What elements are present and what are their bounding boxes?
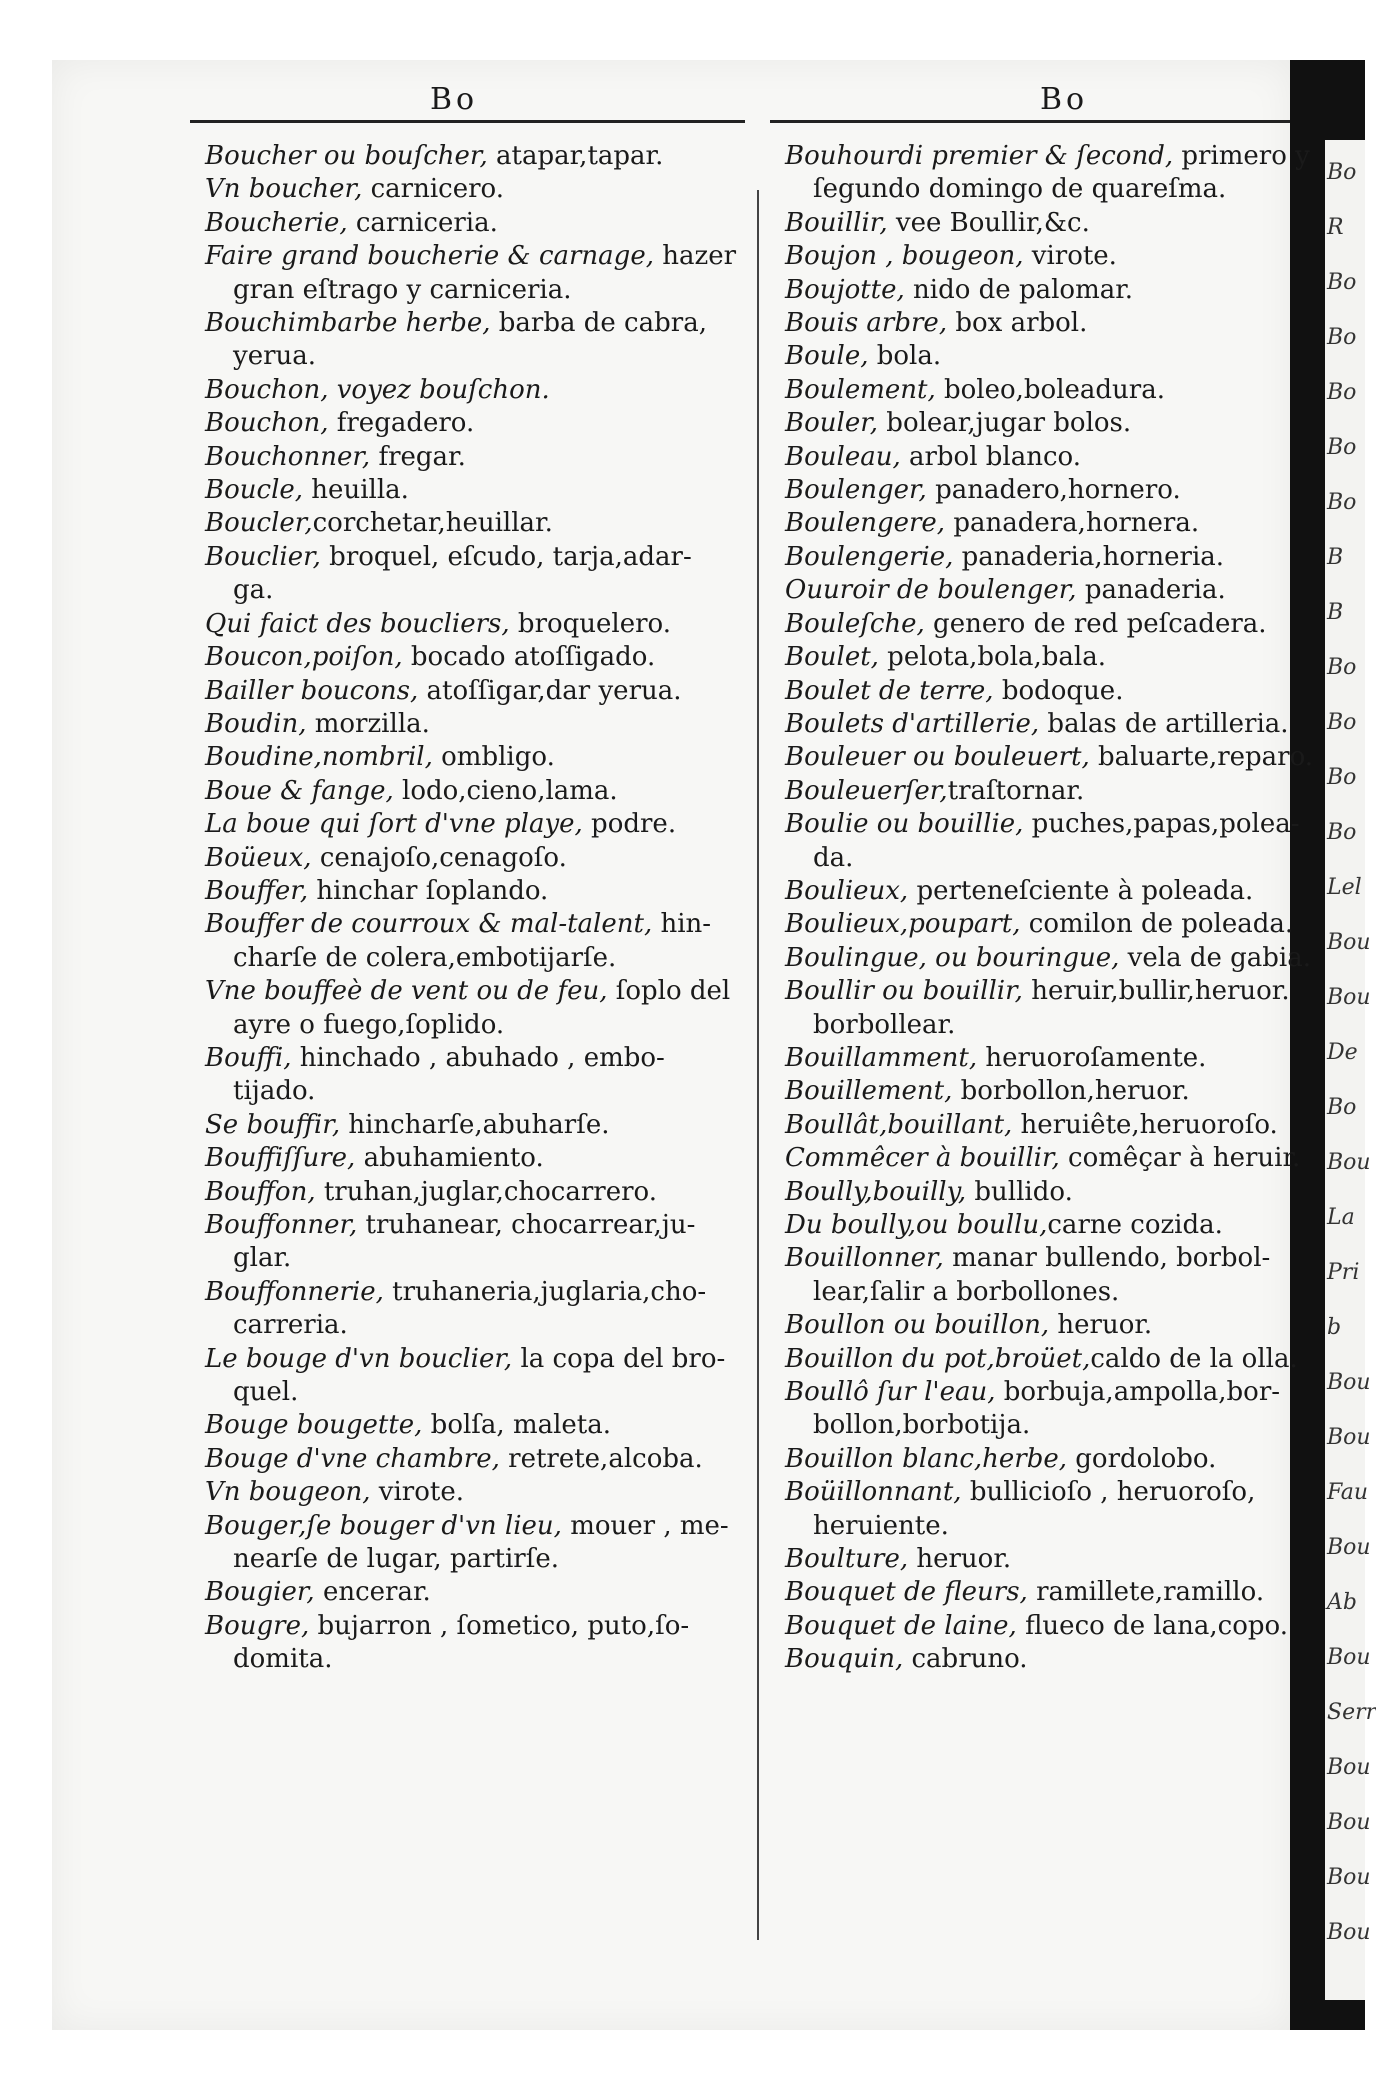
dictionary-entry	[205, 1510, 745, 1543]
entry-definition: ayre o fuego,ſoplido.	[233, 1009, 505, 1040]
dictionary-entry	[205, 1042, 745, 1075]
entry-definition: lodo,cieno,lama.	[393, 775, 618, 806]
next-page-fragment: Pri	[1327, 1260, 1360, 1285]
dictionary-entry	[785, 875, 1295, 908]
entry-headword: Bouffonnerie,	[205, 1276, 384, 1307]
entry-headword: Bouchon, voyez bouſchon.	[205, 374, 550, 405]
entry-headword: Ouuroir de boulenger,	[785, 575, 1077, 606]
dictionary-entry	[785, 1510, 1295, 1543]
entry-definition: nido de palomar.	[904, 274, 1134, 305]
dictionary-entry	[785, 507, 1295, 540]
entry-definition: bullido.	[966, 1176, 1073, 1207]
entry-headword: Bouleau,	[785, 441, 901, 472]
entry-definition: hinchar ſoplando.	[308, 875, 549, 906]
dictionary-entry	[205, 307, 745, 340]
dictionary-entry	[785, 1142, 1301, 1175]
next-page-fragment: Bou	[1327, 985, 1371, 1010]
entry-headword: Faire grand boucherie & carnage,	[205, 241, 654, 272]
entry-headword: Boudin,	[205, 708, 307, 739]
dictionary-entry	[205, 741, 745, 774]
entry-definition: hin-	[652, 909, 712, 940]
entry-headword: Bouffer de courroux & mal-talent,	[205, 909, 653, 940]
entry-headword: Boulet de terre,	[785, 675, 994, 706]
dictionary-entry	[785, 1376, 1295, 1409]
entry-headword: Boujotte,	[785, 274, 905, 305]
dictionary-entry	[205, 1142, 745, 1175]
dictionary-entry	[205, 1276, 745, 1309]
left-running-head: Bo	[430, 82, 479, 117]
entry-definition: heruor.	[908, 1544, 1012, 1575]
entry-definition: panaderia,horneria.	[953, 541, 1225, 572]
entry-headword: Bouclier,	[205, 541, 321, 572]
entry-definition: carnicero.	[362, 174, 505, 205]
dictionary-entry	[785, 641, 1295, 674]
dictionary-entry	[205, 1242, 745, 1275]
dictionary-entry	[785, 173, 1295, 206]
entry-headword: Bouge d'vne chambre,	[205, 1443, 500, 1474]
dictionary-entry	[785, 1476, 1295, 1509]
entry-headword: Bouhourdi premier & ſecond,	[785, 141, 1174, 171]
next-page-fragment: Bou	[1327, 930, 1371, 955]
dictionary-entry	[785, 1343, 1298, 1376]
next-page-fragment: Fau	[1327, 1480, 1369, 1505]
entry-headword: Se bouffir,	[205, 1109, 341, 1140]
entry-definition: atoſſigar,dar yerua.	[418, 675, 682, 706]
dictionary-entry	[785, 1309, 1295, 1342]
next-page-fragment: Bou	[1327, 1645, 1371, 1670]
entry-headword: Boulieux,	[785, 875, 909, 906]
dictionary-entry	[205, 1443, 745, 1476]
entry-headword: Vne bouffeè de vent ou de feu,	[205, 976, 608, 1007]
entry-definition: retrete,alcoba.	[499, 1443, 703, 1474]
entry-definition: pelota,bola,bala.	[878, 642, 1107, 673]
dictionary-entry	[785, 975, 1295, 1008]
entry-headword: Vn boucher,	[205, 174, 363, 205]
entry-definition: bola.	[868, 341, 942, 372]
entry-headword: Bouillamment,	[785, 1042, 978, 1073]
next-page-fragment: Ab	[1327, 1590, 1357, 1615]
entry-headword: Boulement,	[785, 374, 936, 405]
entry-headword: Bouffer,	[205, 875, 309, 906]
dictionary-entry	[785, 1576, 1295, 1609]
entry-headword: Bouffon,	[205, 1176, 316, 1207]
entry-headword: Qui faict des boucliers,	[205, 608, 510, 639]
dictionary-entry	[785, 541, 1295, 574]
entry-headword: Boucon,poiſon,	[205, 642, 403, 673]
dictionary-entry	[205, 641, 745, 674]
entry-headword: Boullon ou bouillon,	[785, 1310, 1050, 1341]
entry-headword: Bouquet de laine,	[785, 1610, 1017, 1641]
dictionary-entry	[785, 1543, 1295, 1576]
entry-definition: bollon,borbotija.	[813, 1410, 1031, 1441]
entry-definition: perteneſciente à poleada.	[908, 875, 1254, 906]
dictionary-entry	[205, 240, 745, 273]
entry-headword: Vn bougeon,	[205, 1477, 371, 1508]
entry-definition: gran eſtrago y carniceria.	[233, 274, 572, 305]
entry-headword: Bailler boucons,	[205, 675, 419, 706]
next-page-fragment: Lel	[1327, 875, 1362, 900]
entry-definition: panaderia.	[1076, 575, 1226, 606]
entry-definition: da.	[813, 842, 854, 873]
entry-definition: heruoroſamente.	[977, 1042, 1207, 1073]
dictionary-entry	[205, 441, 745, 474]
entry-headword: Bouler,	[785, 408, 879, 439]
entry-definition: heruir,bullir,heruor.	[1022, 976, 1290, 1007]
entry-definition: bullicioſo , heruoroſo,	[961, 1477, 1256, 1508]
entry-headword: Bouillir,	[785, 207, 888, 238]
dictionary-entry	[205, 507, 745, 540]
dictionary-entry	[205, 407, 745, 440]
entry-definition: heuilla.	[303, 475, 409, 506]
next-page-fragment: Bo	[1327, 435, 1357, 460]
entry-definition: broquelero.	[509, 608, 672, 639]
entry-headword: Boulets d'artillerie,	[785, 708, 1040, 739]
dictionary-entry	[785, 741, 1314, 774]
entry-definition: lear,ſalir a borbollones.	[813, 1276, 1120, 1307]
dictionary-entry	[205, 1476, 745, 1509]
entry-headword: Boully,bouilly,	[785, 1176, 967, 1207]
entry-definition: broquel, eſcudo, tarja,adar-	[320, 541, 692, 572]
entry-definition: baluarte,reparo.	[1089, 742, 1314, 773]
dictionary-entry	[785, 1443, 1295, 1476]
entry-definition: virote.	[1023, 241, 1117, 272]
dictionary-entry	[205, 140, 745, 173]
entry-headword: Bouffonner,	[205, 1210, 358, 1240]
entry-definition: heruor.	[1049, 1310, 1153, 1341]
next-page-edge	[1325, 140, 1376, 2000]
entry-definition: abuhamiento.	[355, 1143, 544, 1174]
entry-headword: Bouleuer ou bouleuert,	[785, 742, 1090, 773]
entry-definition: bodoque.	[993, 675, 1124, 706]
dictionary-entry	[785, 441, 1295, 474]
entry-headword: Boujon , bougeon,	[785, 241, 1024, 272]
entry-definition: caldo de la olla.	[1090, 1343, 1298, 1374]
dictionary-entry	[205, 207, 745, 240]
entry-definition: ga.	[233, 575, 274, 606]
dictionary-entry	[785, 1075, 1295, 1108]
entry-definition: bolſa, maleta.	[422, 1410, 612, 1441]
dictionary-entry	[785, 374, 1295, 407]
dictionary-entry	[205, 675, 745, 708]
left-column	[205, 140, 745, 1677]
entry-definition: ramillete,ramillo.	[1027, 1577, 1265, 1608]
entry-headword: Boulieux,poupart,	[785, 909, 1021, 940]
entry-definition: arbol blanco.	[900, 441, 1082, 472]
right-column	[785, 140, 1314, 1677]
entry-headword: Boulie ou bouillie,	[785, 809, 1024, 840]
entry-headword: Boule,	[785, 341, 869, 372]
dictionary-entry	[785, 1276, 1295, 1309]
next-page-fragment: Bou	[1327, 1535, 1371, 1560]
dictionary-entry	[785, 1176, 1295, 1209]
entry-definition: cenajoſo,cenagoſo.	[311, 842, 567, 873]
next-page-fragment: Bou	[1327, 1810, 1371, 1835]
dictionary-entry	[205, 541, 745, 574]
header-rule-right	[770, 120, 1290, 123]
entry-definition: borbollear.	[813, 1009, 956, 1040]
entry-definition: balas de artilleria.	[1039, 708, 1289, 739]
entry-headword: Boucherie,	[205, 207, 348, 238]
next-page-fragment: Bo	[1327, 710, 1357, 735]
dictionary-entry	[205, 1576, 745, 1609]
entry-headword: Bouchon,	[205, 408, 329, 439]
entry-definition: flueco de lana,copo.	[1016, 1610, 1288, 1641]
next-page-fragment: Bo	[1327, 765, 1357, 790]
entry-headword: Boudine,nombril,	[205, 742, 433, 773]
entry-definition: fregar.	[370, 441, 466, 472]
next-page-fragment: Bo	[1327, 160, 1357, 185]
dictionary-entry	[785, 340, 1295, 373]
entry-definition: carniceria.	[347, 207, 498, 238]
entry-headword: Du boully,ou boullu,	[785, 1210, 1048, 1240]
dictionary-entry	[785, 140, 1310, 173]
dictionary-entry	[205, 274, 745, 307]
dictionary-entry	[205, 1209, 745, 1242]
entry-definition: yerua.	[233, 341, 317, 372]
entry-headword: Boullô ſur l'eau,	[785, 1377, 996, 1408]
entry-definition: corchetar,heuillar.	[312, 508, 553, 539]
entry-headword: La boue qui ſort d'vne playe,	[205, 809, 583, 840]
entry-headword: Bouillon du pot,broüet,	[785, 1343, 1091, 1374]
next-page-fragment: Bou	[1327, 1920, 1371, 1945]
entry-definition: borbollon,heruor.	[952, 1076, 1190, 1107]
dictionary-entry	[785, 240, 1295, 273]
entry-definition: mouer , me-	[561, 1510, 729, 1541]
entry-definition: bujarron , ſometico, puto,ſo-	[309, 1610, 690, 1641]
entry-definition: la copa del bro-	[512, 1343, 726, 1374]
dictionary-entry	[205, 1409, 745, 1442]
dictionary-entry	[205, 875, 745, 908]
next-page-fragment: Serr	[1327, 1700, 1376, 1725]
entry-definition: manar bullendo, borbol-	[943, 1243, 1271, 1274]
entry-definition: atapar,tapar.	[487, 141, 664, 171]
entry-definition: nearſe de lugar, partirſe.	[233, 1544, 559, 1575]
dictionary-entry	[785, 808, 1300, 841]
dictionary-entry	[205, 1109, 745, 1142]
next-page-fragment: Bou	[1327, 1370, 1371, 1395]
entry-definition: puches,papas,polea-	[1023, 809, 1300, 840]
entry-definition: vela de gabia.	[1119, 942, 1312, 973]
next-page-fragment: Bo	[1327, 270, 1357, 295]
dictionary-entry	[205, 1610, 745, 1643]
dictionary-entry	[785, 908, 1295, 941]
entry-definition: heruiête,heruoroſo.	[1012, 1109, 1278, 1140]
entry-headword: Boulengere,	[785, 508, 946, 539]
entry-definition: glar.	[233, 1243, 292, 1274]
dictionary-entry	[205, 374, 745, 407]
entry-definition: boleo,boleadura.	[935, 374, 1165, 405]
entry-headword: Bouis arbre,	[785, 308, 948, 339]
next-page-fragment: b	[1327, 1315, 1342, 1340]
next-page-fragment: Bo	[1327, 1095, 1357, 1120]
dictionary-entry	[205, 975, 745, 1008]
entry-definition: carne cozida.	[1047, 1210, 1223, 1240]
entry-definition: truhan,juglar,chocarrero.	[315, 1176, 657, 1207]
dictionary-entry	[205, 1376, 745, 1409]
entry-headword: Boucler,	[205, 508, 313, 539]
entry-definition: bolear,jugar bolos.	[878, 408, 1132, 439]
entry-definition: ſoplo del	[607, 976, 731, 1007]
entry-headword: Bouleuerſer,	[785, 775, 948, 806]
dictionary-entry	[785, 1409, 1295, 1442]
entry-definition: panadera,hornera.	[945, 508, 1200, 539]
dictionary-entry	[785, 842, 1295, 875]
entry-headword: Boulingue, ou bouringue,	[785, 942, 1120, 973]
next-page-fragment: La	[1327, 1205, 1355, 1230]
entry-headword: Bouger,ſe bouger d'vn lieu,	[205, 1510, 562, 1541]
entry-definition: fregadero.	[328, 408, 475, 439]
dictionary-entry	[205, 1009, 745, 1042]
dictionary-entry	[785, 274, 1295, 307]
dictionary-entry	[785, 574, 1295, 607]
dictionary-entry	[785, 1109, 1295, 1142]
dictionary-entry	[785, 1009, 1295, 1042]
entry-definition: borbuja,ampolla,bor-	[995, 1377, 1281, 1408]
entry-definition: bocado atoſſigado.	[402, 642, 656, 673]
dictionary-entry	[205, 574, 745, 607]
entry-definition: traſtornar.	[947, 775, 1085, 806]
next-page-fragment: B	[1327, 600, 1344, 625]
dictionary-entry	[205, 808, 745, 841]
next-page-fragment: Bou	[1327, 1425, 1371, 1450]
next-page-fragment: Bo	[1327, 490, 1357, 515]
dictionary-entry	[205, 474, 745, 507]
dictionary-entry	[205, 608, 745, 641]
entry-headword: Bouchimbarbe herbe,	[205, 308, 491, 339]
entry-definition: ſegundo domingo de quareſma.	[813, 174, 1227, 205]
entry-headword: Boüillonnant,	[785, 1477, 962, 1508]
next-page-fragment: B	[1327, 545, 1344, 570]
dictionary-entry	[205, 1643, 745, 1676]
next-page-fragment: Bou	[1327, 1755, 1371, 1780]
dictionary-entry	[205, 1309, 745, 1342]
entry-headword: Boullât,bouillant,	[785, 1109, 1013, 1140]
entry-headword: Bouffi,	[205, 1042, 292, 1073]
dictionary-entry	[785, 942, 1312, 975]
entry-headword: Boulet,	[785, 642, 879, 673]
entry-definition: encerar.	[314, 1577, 431, 1608]
entry-headword: Boulenger,	[785, 475, 927, 506]
entry-headword: Bouquet de fleurs,	[785, 1577, 1028, 1608]
next-page-fragment: Bo	[1327, 380, 1357, 405]
entry-headword: Le bouge d'vn bouclier,	[205, 1343, 513, 1374]
dictionary-entry	[785, 1042, 1295, 1075]
entry-headword: Bouillonner,	[785, 1243, 944, 1274]
dictionary-entry	[785, 775, 1295, 808]
entry-definition: hincharſe,abuharſe.	[340, 1109, 610, 1140]
entry-definition: genero de red peſcadera.	[924, 608, 1267, 639]
entry-definition: morzilla.	[306, 708, 430, 739]
entry-headword: Bouffiſſure,	[205, 1143, 356, 1174]
dictionary-entry	[205, 775, 745, 808]
entry-definition: hazer	[653, 241, 737, 272]
dictionary-entry	[785, 1610, 1295, 1643]
dictionary-entry	[205, 1075, 745, 1108]
entry-headword: Boulture,	[785, 1544, 909, 1575]
entry-headword: Boucle,	[205, 475, 304, 506]
next-page-fragment: R	[1327, 215, 1344, 240]
entry-definition: domita.	[233, 1644, 333, 1675]
dictionary-entry	[785, 407, 1295, 440]
entry-definition: truhaneria,juglaria,cho-	[383, 1276, 707, 1307]
dictionary-entry	[785, 207, 1295, 240]
entry-headword: Boullir ou bouillir,	[785, 976, 1023, 1007]
entry-definition: podre.	[582, 809, 677, 840]
entry-definition: primero y	[1173, 141, 1310, 171]
next-page-fragment: Bo	[1327, 325, 1357, 350]
entry-definition: virote.	[370, 1477, 464, 1508]
dictionary-entry	[205, 340, 745, 373]
entry-definition: carreria.	[233, 1310, 348, 1341]
entry-definition: quel.	[233, 1377, 299, 1408]
right-running-head: Bo	[1040, 82, 1089, 117]
dictionary-entry	[205, 1543, 745, 1576]
entry-definition: truhanear, chocarrear,ju-	[357, 1210, 696, 1240]
entry-definition: tijado.	[233, 1076, 316, 1107]
next-page-fragment: Bo	[1327, 655, 1357, 680]
dictionary-entry	[785, 675, 1295, 708]
entry-headword: Bouge bougette,	[205, 1410, 423, 1441]
entry-headword: Boüeux,	[205, 842, 312, 873]
dictionary-entry	[785, 608, 1295, 641]
entry-definition: heruiente.	[813, 1510, 949, 1541]
entry-headword: Bouillement,	[785, 1076, 953, 1107]
next-page-fragment: Bou	[1327, 1865, 1371, 1890]
entry-definition: gordolobo.	[1067, 1443, 1217, 1474]
entry-definition: vee Boullir,&c.	[887, 207, 1090, 238]
entry-headword: Boue & fange,	[205, 775, 394, 806]
entry-headword: Bouchonner,	[205, 441, 371, 472]
dictionary-entry	[205, 1343, 745, 1376]
dictionary-entry	[205, 708, 745, 741]
entry-headword: Boucher ou bouſcher,	[205, 141, 488, 171]
entry-headword: Bougier,	[205, 1577, 315, 1608]
entry-definition: cabruno.	[903, 1644, 1028, 1675]
entry-headword: Bouillon blanc,herbe,	[785, 1443, 1068, 1474]
entry-headword: Commêcer à bouillir,	[785, 1143, 1060, 1174]
entry-headword: Bouquin,	[785, 1644, 904, 1675]
entry-definition: box arbol.	[947, 308, 1088, 339]
entry-headword: Bouleſche,	[785, 608, 925, 639]
dictionary-entry	[205, 842, 745, 875]
dictionary-entry	[785, 1643, 1295, 1676]
column-divider	[757, 190, 759, 1940]
entry-definition: charſe de colera,embotijarſe.	[233, 942, 617, 973]
header-rule-left	[190, 120, 745, 123]
dictionary-entry	[205, 1176, 745, 1209]
entry-definition: comêçar à heruir.	[1059, 1143, 1301, 1174]
entry-definition: comilon de poleada.	[1020, 909, 1294, 940]
dictionary-entry	[785, 1242, 1295, 1275]
dictionary-entry	[785, 708, 1295, 741]
next-page-fragment: Bou	[1327, 1150, 1371, 1175]
entry-definition: panadero,hornero.	[926, 475, 1181, 506]
entry-definition: hinchado , abuhado , embo-	[291, 1042, 665, 1073]
dictionary-entry	[785, 1209, 1295, 1242]
next-page-fragment: De	[1327, 1040, 1358, 1065]
dictionary-entry	[785, 474, 1295, 507]
entry-headword: Bougre,	[205, 1610, 310, 1641]
dictionary-entry	[205, 173, 745, 206]
entry-definition: ombligo.	[432, 742, 555, 773]
next-page-fragment: Bo	[1327, 820, 1357, 845]
entry-headword: Boulengerie,	[785, 541, 954, 572]
dictionary-entry	[205, 942, 745, 975]
dictionary-entry	[205, 908, 745, 941]
entry-definition: barba de cabra,	[490, 308, 707, 339]
dictionary-entry	[785, 307, 1295, 340]
